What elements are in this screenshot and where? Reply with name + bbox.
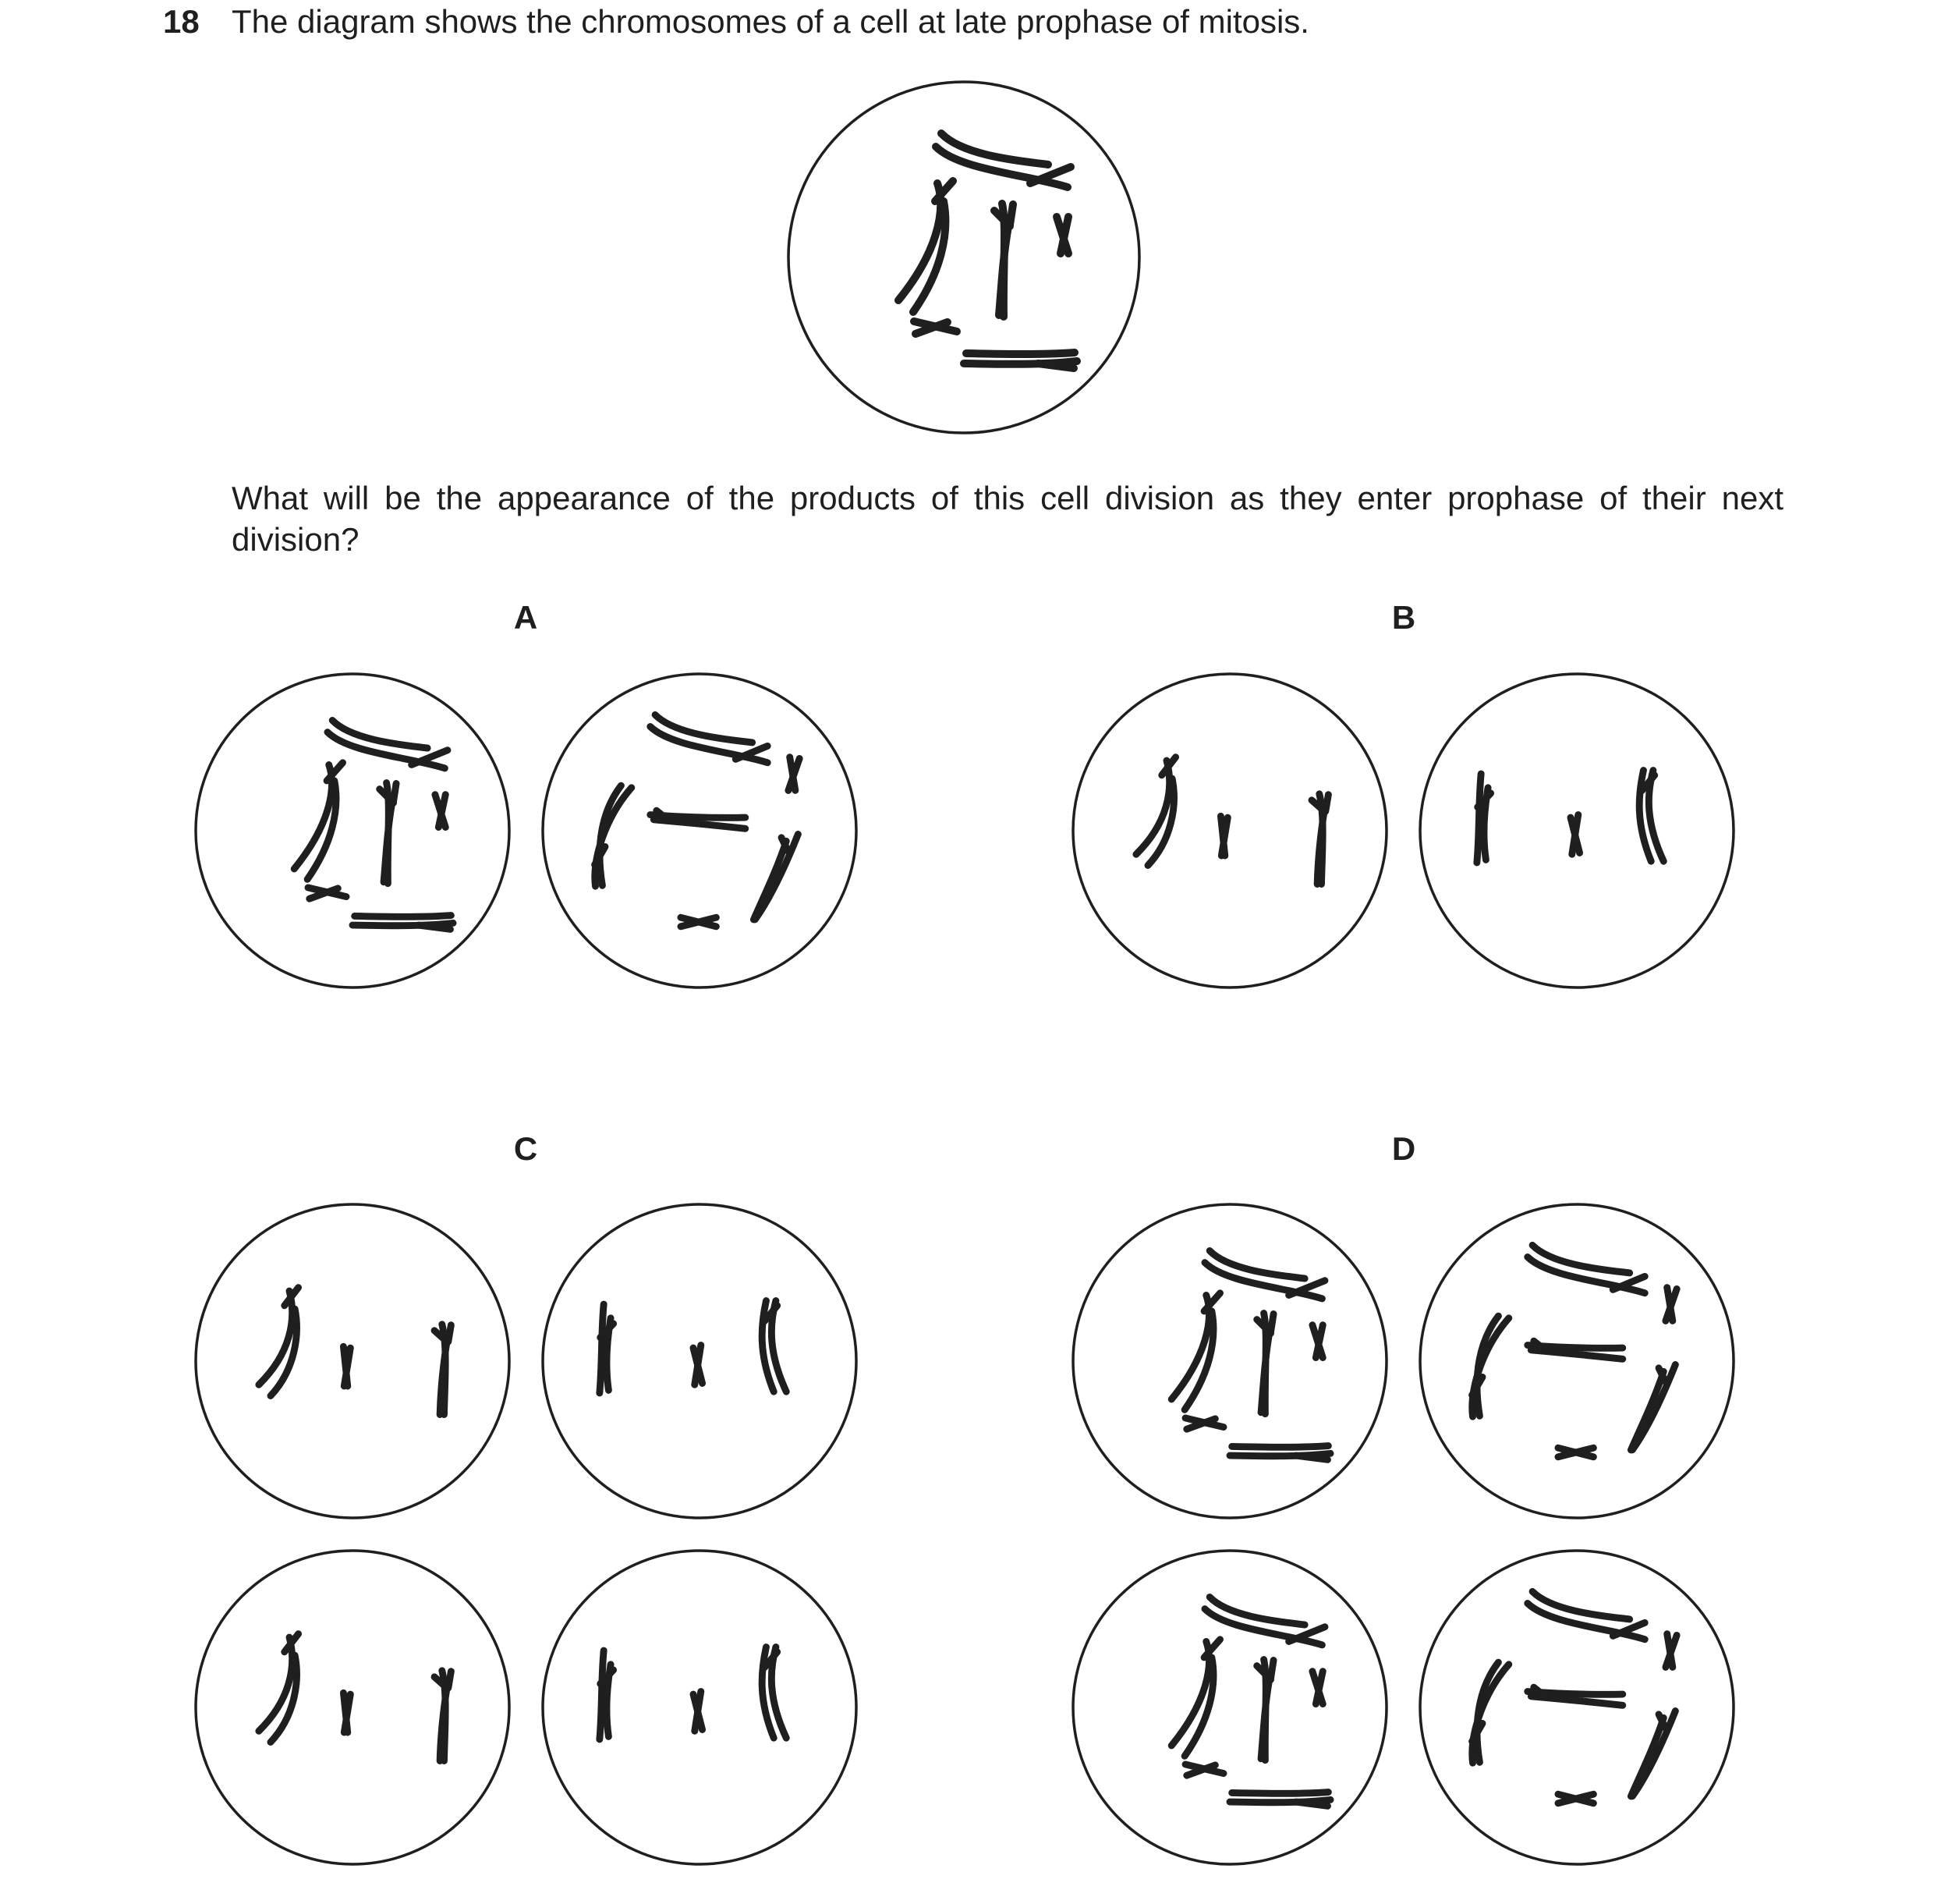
option-b-label: B	[1391, 599, 1416, 636]
question-number: 18	[163, 3, 200, 40]
option-b-diagram	[1073, 674, 1734, 987]
option-c-diagram	[196, 1204, 856, 1864]
option-d-diagram	[1073, 1204, 1734, 1864]
question-stem: The diagram shows the chromosomes of a cell at late prophase of mitosis.	[232, 3, 1309, 40]
option-c-label: C	[513, 1130, 538, 1167]
option-d-label: D	[1391, 1130, 1416, 1167]
option-a-label: A	[513, 599, 538, 636]
option-a-diagram	[196, 674, 856, 987]
question-prompt: What will be the appearance of the products of this cell division as they enter prophase of their next division?	[232, 480, 1783, 558]
parent-cell	[788, 82, 1139, 433]
